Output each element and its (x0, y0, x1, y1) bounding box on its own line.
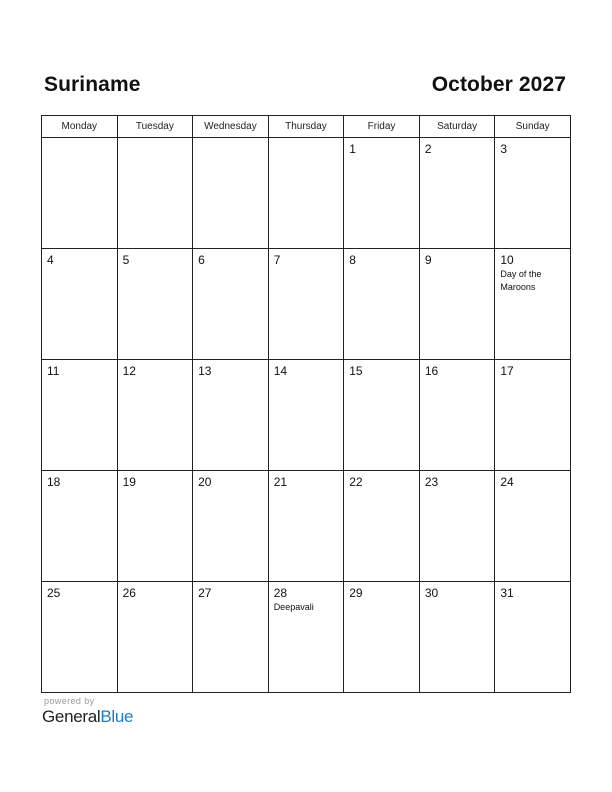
generalblue-logo[interactable] (42, 707, 133, 727)
month-year-title: October 2027 (431, 73, 566, 96)
day-cell (419, 360, 495, 471)
day-cell (419, 249, 495, 360)
day-number: 16 (424, 364, 439, 378)
weekday-header: Monday (42, 116, 118, 138)
day-cell (419, 471, 495, 582)
day-cell (419, 582, 495, 693)
day-cell (193, 582, 269, 693)
weekday-header: Saturday (419, 116, 495, 138)
day-cell (117, 249, 193, 360)
day-cell (344, 471, 420, 582)
day-number: 31 (500, 586, 514, 600)
day-number: 1 (349, 142, 356, 156)
day-number: 27 (198, 586, 212, 600)
day-cell (344, 249, 420, 360)
day-number: 6 (198, 253, 205, 267)
day-number: 8 (349, 253, 356, 267)
day-number: 20 (198, 475, 212, 489)
day-number: 30 (424, 586, 439, 600)
powered-by-text: powered by (44, 696, 95, 706)
day-cell (117, 360, 193, 471)
day-number: 23 (424, 475, 439, 489)
weekday-header: Sunday (495, 116, 571, 138)
calendar-grid (41, 115, 571, 693)
day-number: 9 (424, 253, 432, 267)
day-number: 26 (122, 586, 136, 600)
day-number: 11 (47, 364, 60, 378)
footer-branding (42, 696, 133, 727)
day-cell (117, 471, 193, 582)
day-number: 14 (273, 364, 288, 378)
calendar-header (44, 70, 566, 100)
weekday-header: Tuesday (117, 116, 193, 138)
day-number: 2 (424, 142, 432, 156)
day-cell (495, 138, 571, 249)
week-row (42, 138, 571, 249)
day-number: 25 (47, 586, 61, 600)
week-row (42, 471, 571, 582)
day-cell (268, 471, 344, 582)
week-row (42, 360, 571, 471)
day-cell (42, 138, 118, 249)
day-cell (193, 360, 269, 471)
day-cell (268, 360, 344, 471)
day-cell (419, 138, 495, 249)
week-row (42, 249, 571, 360)
day-cell (495, 582, 571, 693)
week-row (42, 582, 571, 693)
day-number: 4 (47, 253, 54, 267)
day-number: 21 (273, 475, 288, 489)
day-number: 22 (349, 475, 363, 489)
day-number: 12 (122, 364, 136, 378)
day-number: 24 (500, 475, 514, 489)
day-cell (495, 360, 571, 471)
day-cell (495, 471, 571, 582)
day-number: 18 (47, 475, 61, 489)
day-cell (344, 582, 420, 693)
day-number: 5 (122, 253, 130, 267)
day-number: 17 (500, 364, 514, 378)
day-cell (117, 138, 193, 249)
weekday-header: Wednesday (193, 116, 269, 138)
holiday-label: Day of the Maroons (500, 269, 542, 292)
brand-blue-text: Blue (100, 707, 134, 726)
day-number: 13 (198, 364, 212, 378)
day-cell (344, 138, 420, 249)
day-cell (117, 582, 193, 693)
weekday-header-row (42, 116, 571, 138)
day-cell (42, 471, 118, 582)
holiday-label: Deepavali (273, 602, 314, 612)
day-number: 19 (122, 475, 136, 489)
day-cell (42, 582, 118, 693)
day-number: 29 (349, 586, 363, 600)
day-cell (268, 249, 344, 360)
day-number: 10 (500, 253, 514, 267)
country-title: Suriname (44, 73, 141, 96)
day-cell (42, 249, 118, 360)
day-cell (193, 249, 269, 360)
day-cell (193, 471, 269, 582)
day-cell (495, 249, 571, 360)
day-cell (268, 138, 344, 249)
day-cell (344, 360, 420, 471)
day-number: 28 (273, 586, 288, 600)
weekday-header: Friday (344, 116, 420, 138)
brand-general-text: General (42, 707, 101, 726)
day-number: 7 (273, 253, 281, 267)
day-number: 15 (349, 364, 363, 378)
day-cell (193, 138, 269, 249)
weekday-header: Thursday (268, 116, 344, 138)
day-number: 3 (500, 142, 508, 156)
day-cell (268, 582, 344, 693)
day-cell (42, 360, 118, 471)
